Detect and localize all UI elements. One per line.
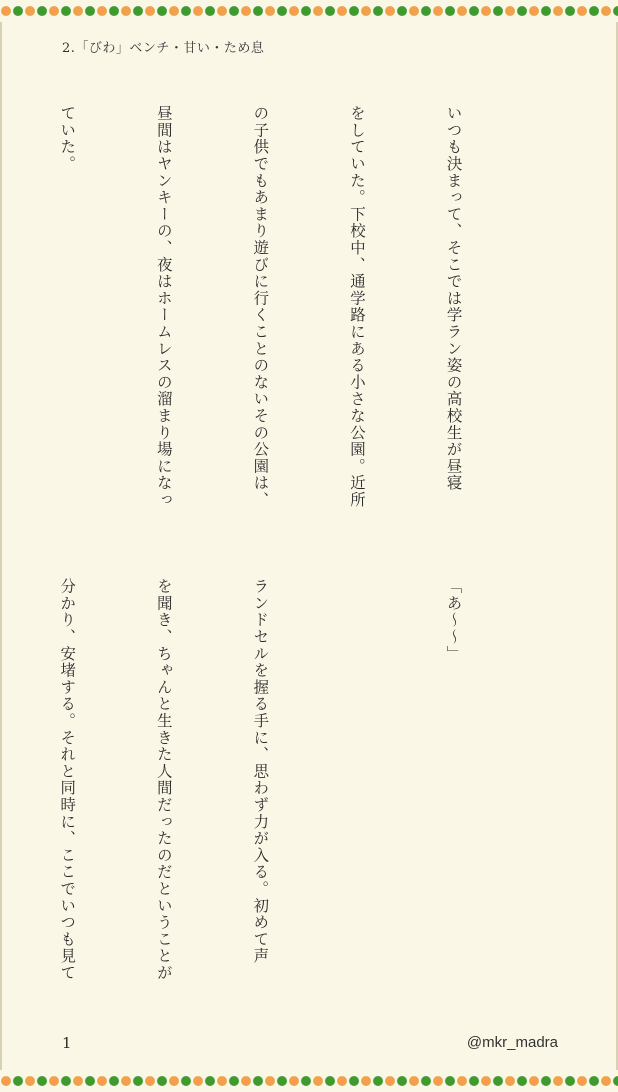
text-line: を聞き、ちゃんと生きた人間だったのだということが xyxy=(154,578,173,982)
author-handle: @mkr_madra xyxy=(466,1034,558,1051)
text-line: ていた。 xyxy=(58,105,77,173)
chapter-title: 2.「びわ」ベンチ・甘い・ため息 xyxy=(62,41,265,56)
top-dot-border xyxy=(0,0,618,22)
text-line: 「あ〜〜」 xyxy=(444,578,463,662)
bottom-dot-border xyxy=(0,1070,618,1092)
bottom-text-section xyxy=(0,578,534,1018)
top-text-section xyxy=(0,105,534,545)
text-line: をしていた。下校中、通学路にある小さな公園。近所 xyxy=(347,105,366,509)
text-line: ランドセルを握る手に、思わず力が入る。初めて声 xyxy=(251,578,270,965)
text-line: 分かり、安堵する。それと同時に、ここでいつも見て xyxy=(58,578,77,982)
text-line: 昼間はヤンキーの、夜はホームレスの溜まり場になっ xyxy=(154,105,173,509)
text-line: いつも決まって、そこでは学ラン姿の高校生が昼寝 xyxy=(444,105,463,492)
text-line: の子供でもあまり遊びに行くことのないその公園は、 xyxy=(251,105,270,509)
page-number: 1 xyxy=(62,1034,72,1052)
blank-line xyxy=(341,578,373,1018)
